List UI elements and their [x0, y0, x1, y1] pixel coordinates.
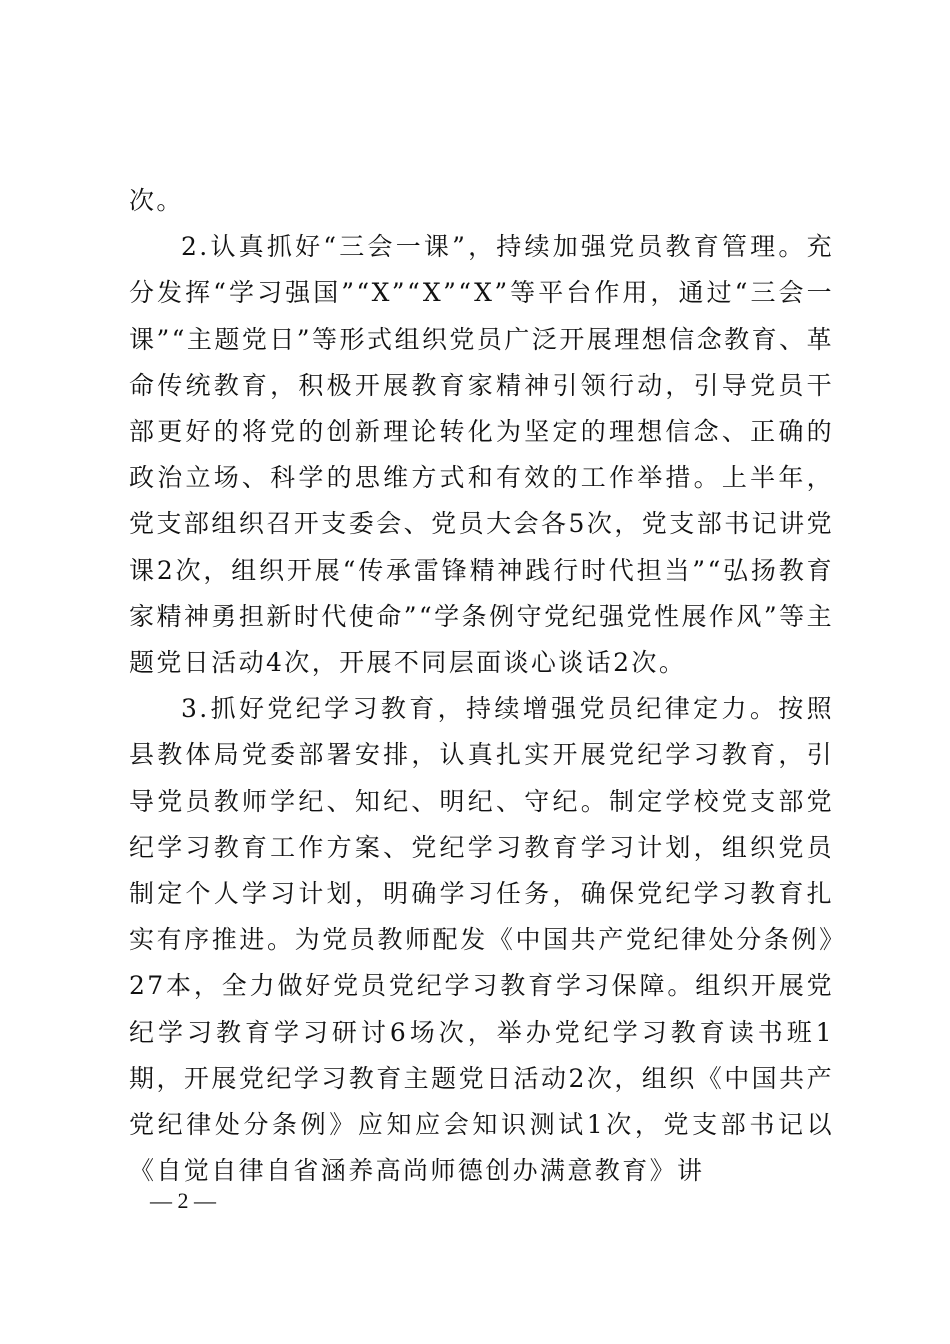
page-number: — 2 —: [150, 1188, 216, 1213]
paragraph-three-meetings-one-lesson: 2.认真抓好“三会一课”，持续加强党员教育管理。充分发挥“学习强国”“X”“X”“X”等平台作用，通过“三会一课”“主题党日”等形式组织党员广泛开展理想信念教育、革命传统教育，积极开展教育家精神引领行动，引导党员干部更好的将党的创新理论转化为坚定的理想信念、正确的政治立场、科学的思维方式和有效的工作举措。上半年，党支部组织召开支委会、党员大会各5次，党支部书记讲党课2次，组织开展“传承雷锋精神践行时代担当”“弘扬教育家精神勇担新时代使命”“学条例守党纪强党性展作风”等主题党日活动4次，开展不同层面谈心谈话2次。: [129, 232, 834, 678]
paragraph-continuation: 次。: [129, 186, 184, 215]
body-text: [129, 178, 834, 1194]
paragraph-discipline-education: 3.抓好党纪学习教育，持续增强党员纪律定力。按照县教体局党委部署安排，认真扎实开展党纪学习教育，引导党员教师学纪、知纪、明纪、守纪。制定学校党支部党纪学习教育工作方案、党纪学习教育学习计划，组织党员制定个人学习计划，明确学习任务，确保党纪学习教育扎实有序推进。为党员教师配发《中国共产党纪律处分条例》27本，全力做好党员党纪学习教育学习保障。组织开展党纪学习教育学习研讨6场次，举办党纪学习教育读书班1期，开展党纪学习教育主题党日活动2次，组织《中国共产党纪律处分条例》应知应会知识测试1次，党支部书记以《自觉自律自省涵养高尚师德创办满意教育》讲: [129, 694, 834, 1186]
